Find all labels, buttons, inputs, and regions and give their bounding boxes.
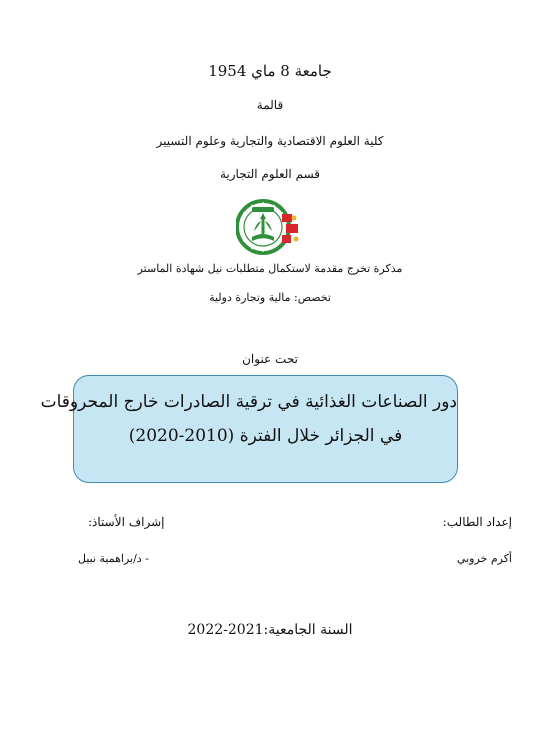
- thesis-title-line-1: دور الصناعات الغذائية في ترقية الصادرات خارج المحروقات: [40, 392, 457, 412]
- emblem-gold-dot-1: [292, 216, 297, 221]
- university-name: جامعة 8 ماي 1954: [208, 62, 332, 80]
- city-name: قالمة: [256, 98, 284, 112]
- emblem-top-band: [252, 207, 274, 212]
- department-name: قسم العلوم التجارية: [219, 167, 321, 181]
- supervision-label: إشراف الأستاذ:: [88, 515, 165, 529]
- thesis-title-line-2: في الجزائر خلال الفترة (2010-2020): [128, 426, 403, 446]
- emblem-red-block-mid: [286, 224, 298, 233]
- university-emblem-icon: [236, 197, 306, 257]
- prepared-by-label: إعداد الطالب:: [442, 515, 512, 529]
- emblem-gold-dot-2: [294, 237, 299, 242]
- title-caption: تحت عنوان: [242, 352, 298, 366]
- academic-year: السنة الجامعية:2021-2022: [187, 622, 353, 638]
- student-name: أكرم خروبي: [456, 552, 512, 565]
- supervisor-name: - د/براهمية نبيل: [78, 552, 149, 565]
- specialization: تخصص: مالية وتجارة دولية: [209, 291, 331, 304]
- emblem-red-block-bottom: [282, 235, 291, 243]
- emblem-red-block-top: [282, 214, 292, 222]
- thesis-title-box: [40, 375, 458, 483]
- faculty-name: كلية العلوم الاقتصادية والتجارية وعلوم التسيير: [156, 134, 384, 148]
- memo-description: مذكرة تخرج مقدمة لاستكمال متطلبات نيل شهادة الماستر: [137, 262, 403, 275]
